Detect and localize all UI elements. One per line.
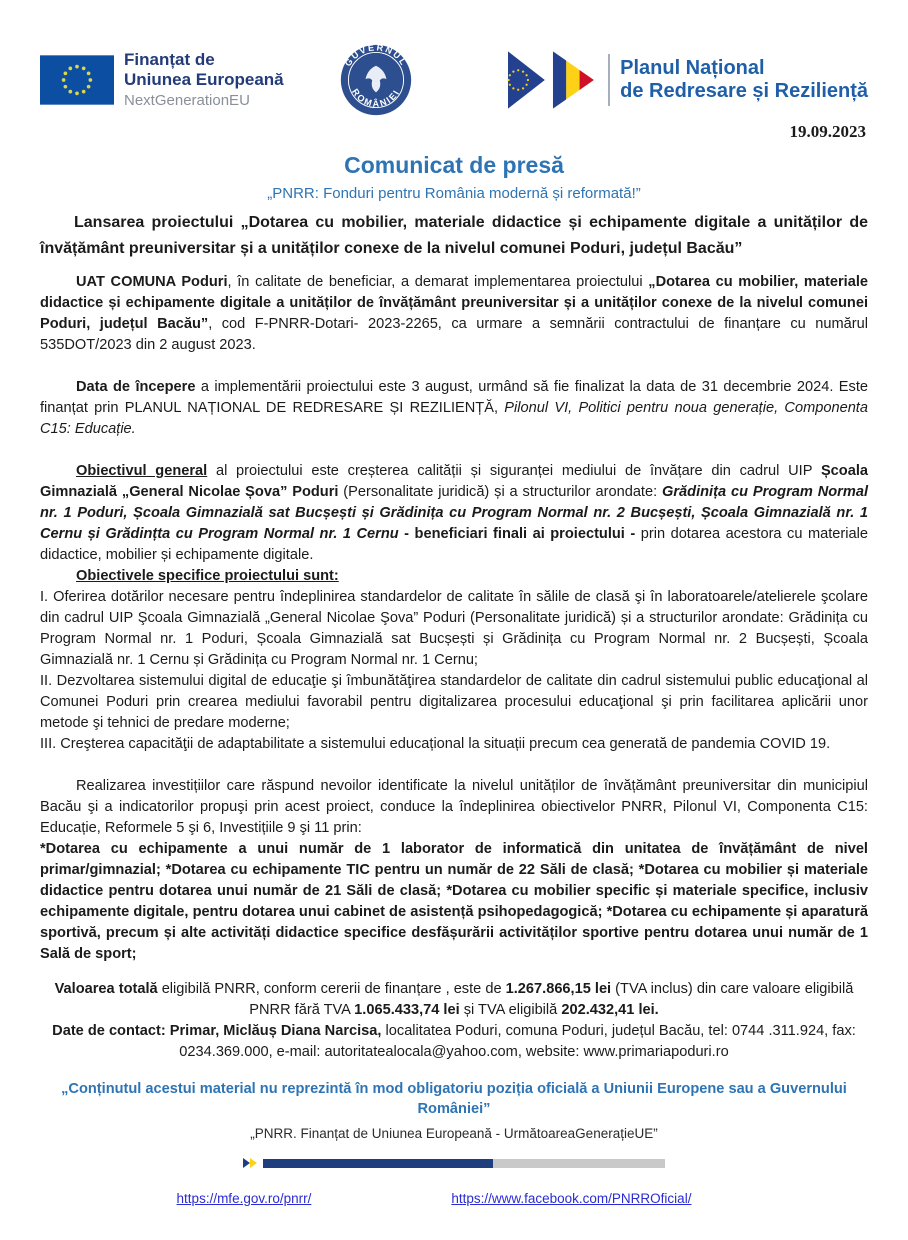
- bar-arrows-icon: [243, 1158, 263, 1168]
- paragraph-total-value: Valoarea totală eligibilă PNRR, conform cererii de finanțare , este de 1.267.866,15 lei (TVA inclus) din care valoare eligibilă PNRR fără TVA 1.065.433,74 lei și TVA eligibilă 202.432,41 lei.: [54, 981, 854, 1018]
- link-mfe-pnrr[interactable]: https://mfe.gov.ro/pnrr/: [176, 1191, 312, 1206]
- bar-navy-segment: [263, 1159, 493, 1168]
- disclaimer-quote: „Conținutul acestui material nu reprezintă în mod obligatoriu poziția oficială a Uniunii Europene sau a Guvernului României”: [61, 1081, 847, 1117]
- press-release-page: [0, 42, 908, 1240]
- eu-funding-line1: Finanțat de: [124, 49, 215, 69]
- paragraph-beneficiary: UAT COMUNA Poduri, în calitate de beneficiar, a demarat implementarea proiectului „Dotarea cu mobilier, materiale didactice și echipamente digitale a unităților de învățământ preuniversitar și a unităților conexe de la nivelul comunei Poduri, județul Bacău”, cod F-PNRR-Dotari- 2023-2265, ca urmare a semnării contractului de finanțare cu numărul 535DOT/2023 din 2 august 2023.: [40, 274, 869, 353]
- pnrr-arrows-icon: [508, 51, 600, 109]
- pnrr-logo-line2: de Redresare și Reziliență: [620, 80, 868, 102]
- eu-funding-line2: Uniunea Europeană: [124, 69, 284, 89]
- document-date: 19.09.2023: [789, 122, 866, 141]
- project-heading: Lansarea proiectului „Dotarea cu mobilier, materiale didactice și echipamente digitale a unităților de învățământ preuniversitar și a unităților conexe de la nivelul comunei Poduri, județul Bacău”: [40, 214, 868, 257]
- paragraph-objective-2: II. Dezvoltarea sistemului digital de educaţie şi îmbunătăţirea standardelor de calitate din cadrul sistemului public educaţional al Comunei Poduri prin crearea mediului favorabil pentru digitalizarea procesului educaţional şi prin facilitarea aplicării unor metode şi tehnici de predare moderne;: [40, 673, 868, 731]
- bar-gray-segment: [493, 1159, 665, 1168]
- pnrr-logo-line1: Planul Național: [620, 57, 765, 79]
- page-subtitle: „PNRR: Fonduri pentru România modernă și reformată!”: [267, 185, 641, 202]
- paragraph-specific-objectives-label: Obiectivele specifice proiectului sunt:: [76, 568, 339, 584]
- link-facebook-pnrr[interactable]: https://www.facebook.com/PNRROficial/: [451, 1191, 692, 1206]
- pnrr-logo-text: [620, 57, 868, 103]
- paragraph-endowments-list: *Dotarea cu echipamente a unui număr de 1 laborator de informatică din unitatea de învățământ de nivel primar/gimnazial; *Dotarea cu echipamente TIC pentru un număr de 22 Săli de clasă; *Dotarea cu mobilier și materiale didactice pentru dotarea unui număr de 21 Săli de clasă; *Dotarea cu mobilier specific și materiale specifice, inclusiv echipamente digitale, pentru dotarea unui cabinet de asistență psihopedagogică; *Dotarea cu echipamente și aparatură sportivă, precum și alte activități didactice specifice desfășurării activităților sportive pentru dotarea unui număr de 1 Sală de sport;: [40, 841, 868, 962]
- paragraph-objective-1: I. Oferirea dotărilor necesare pentru îndeplinirea standardelor de calitate în sălile de clasă şi în laboratoarele/atelierele şcolare din cadrul UIP Şcoala Gimnazială „General Nicolae Şova” Poduri (Personalitate juridică) și a structurilor arondate: Grădinița cu Program Normal nr. 1 Poduri, Școala Gimnazială sat Bucșești și Grădinița cu Program Normal nr. 2 Bucșești, Școala Gimnazială nr. 1 Cernu și Grădinița cu Program Normal nr. 1 Cernu;: [40, 589, 868, 668]
- pnrr-progress-bar: [40, 1157, 868, 1169]
- eu-funding-logo: [40, 50, 284, 111]
- government-seal-icon: [338, 42, 414, 118]
- paragraph-start-date: Data de începere a implementării proiectului este 3 august, urmând să fie finalizat la data de 31 decembrie 2024. Este finanțat prin PLANUL NAȚIONAL DE REDRESARE ȘI REZILIENȚĂ, Pilonul VI, Politici pentru noua generație, Componenta C15: Educație.: [40, 379, 868, 437]
- pnrr-logo-divider: [608, 54, 610, 106]
- pnrr-funding-quote: „PNRR. Finanțat de Uniunea Europeană - UrmătoareaGenerațieUE”: [250, 1126, 658, 1141]
- paragraph-general-objective: Obiectivul general al proiectului este creșterea calității și siguranței mediului de învățare din cadrul UIP Școala Gimnazială „General Nicolae Șova” Poduri (Personalitate juridică) și a structurilor arondate: Grădinița cu Program Normal nr. 1 Poduri, Școala Gimnazială sat Bucșești și Grădinița cu Program Normal nr. 2 Bucșești, Școala Gimnazială nr. 1 Cernu și Grădințta cu Program Normal nr. 1 Cernu - beneficiari finali ai proiectului - prin dotarea acestora cu materiale didactice, mobilier și echipamente digitale.: [40, 463, 868, 563]
- eu-funding-line3: NextGenerationEU: [124, 91, 250, 109]
- seal-bottom-text: ROMÂNIEI: [349, 86, 402, 109]
- paragraph-contact: Date de contact: Primar, Miclăuș Diana Narcisa, localitatea Poduri, comuna Poduri, județul Bacău, tel: 0744 .311.924, fax: 0234.369.000, e-mail: autoritatealocala@yahoo.com, website: www.primariapoduri.ro: [52, 1023, 856, 1060]
- eu-flag-icon: [40, 55, 114, 105]
- paragraph-objective-3: III. Creşterea capacităţii de adaptabilitate a sistemului educațional la situații precum cea generată de pandemia COVID 19.: [40, 736, 831, 752]
- header-logos: [40, 42, 868, 118]
- pnrr-logo: [508, 51, 868, 109]
- page-title: Comunicat de presă: [344, 152, 564, 178]
- seal-top-text: GUVERNUL: [342, 42, 410, 69]
- footer-links: [20, 1191, 848, 1206]
- paragraph-investments: Realizarea investițiilor care răspund nevoilor identificate la nivelul unităților de învățământ preuniversitar din municipiul Bacău şi a indicatorilor propuşi prin acest proiect, conduce la îndeplinirea obiectivelor PNRR, Pilonul VI, Componenta C15: Educație, Reformele 5 şi 6, Investițiile 9 şi 11 prin:: [40, 778, 868, 836]
- eu-funding-text: [124, 50, 284, 111]
